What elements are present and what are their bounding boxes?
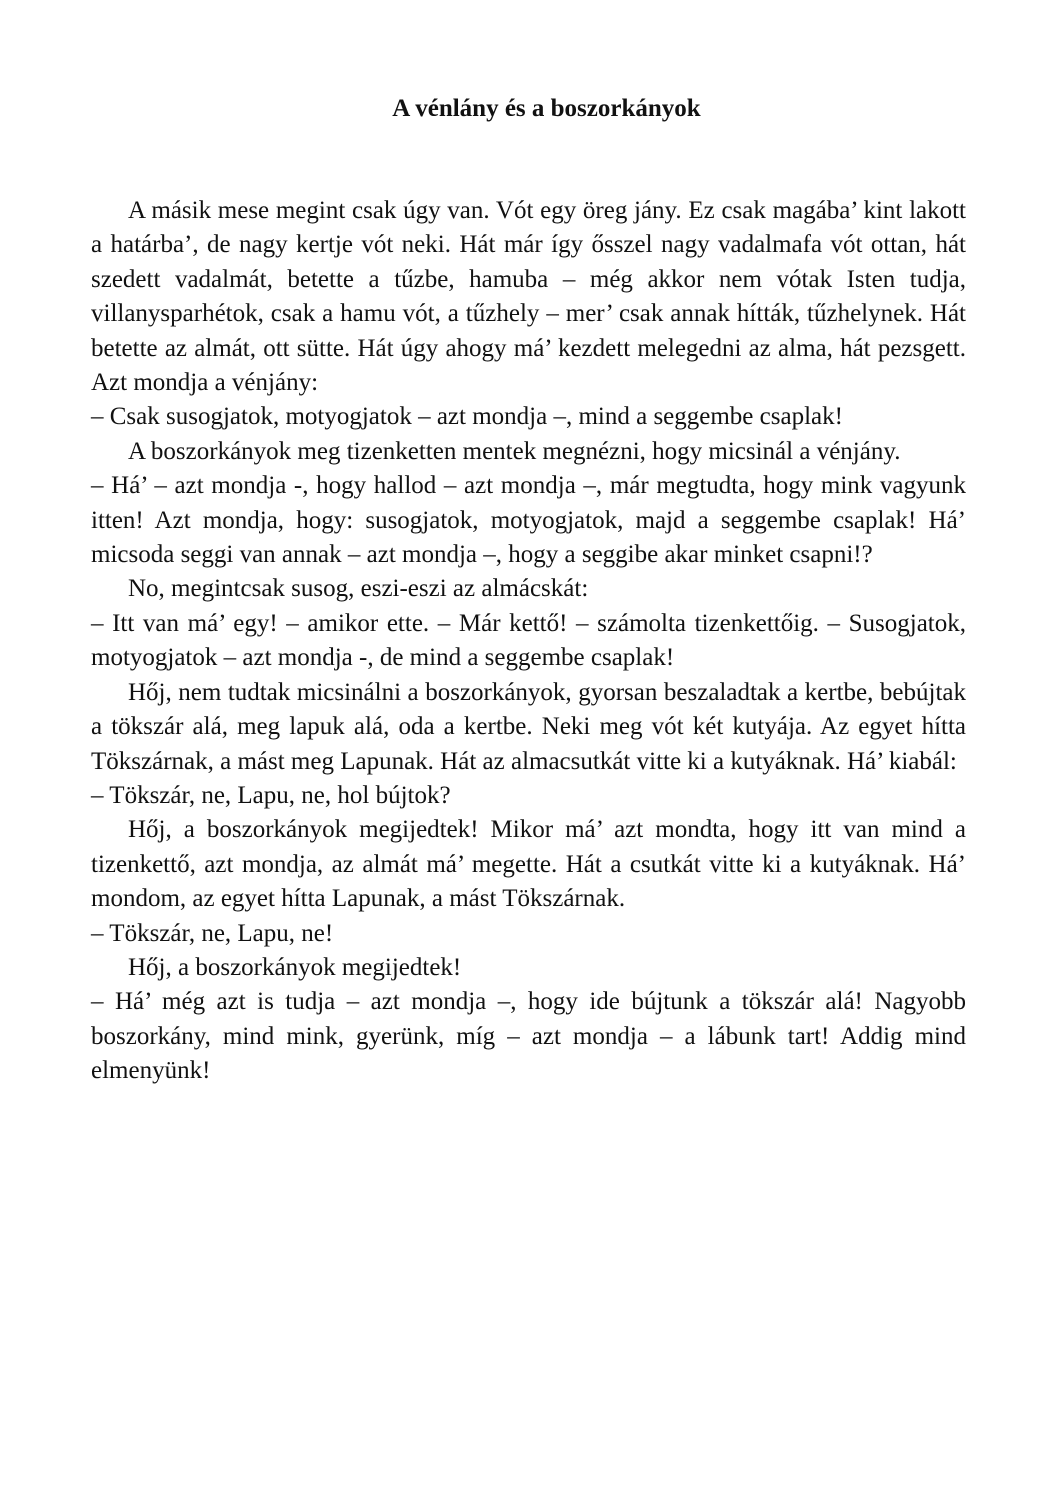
dialogue-line: – Csak susogjatok, motyogjatok – azt mondja –, mind a seggembe csaplak! [91, 403, 843, 431]
paragraph: A boszorkányok meg tizenketten mentek megnézni, hogy micsinál a vénjány. [128, 437, 901, 465]
dialogue-line: – Tökszár, ne, Lapu, ne, hol bújtok? [91, 781, 451, 809]
paragraph: Hőj, a boszorkányok megijedtek! Mikor má’ azt mondta, hogy itt van mind a tizenkettő, azt mondja, az almát má’ megette. Hát a csutkát vitte ki a kutyáknak. Há’ mondom, az egyet hítta Lapunak, a mást Tökszárnak. [91, 816, 966, 913]
paragraph: Hőj, a boszorkányok megijedtek! [128, 953, 462, 981]
story-body [91, 194, 966, 1089]
dialogue-line: – Itt van má’ egy! – amikor ette. – Már kettő! – számolta tizenkettőig. – Susogjatok, motyogjatok – azt mondja -, de mind a seggembe csaplak! [91, 609, 966, 672]
page-title: A vénlány és a boszorkányok [392, 95, 701, 122]
dialogue-line: – Há’ – azt mondja -, hogy hallod – azt mondja –, már megtudta, hogy mink vagyunk itten! Azt mondja, hogy: susogjatok, motyogjatok, majd a seggembe csaplak! Há’ micsoda seggi van annak – azt mondja –, hogy a seggibe akar minket csapni!? [91, 472, 966, 569]
dialogue-line: – Há’ még azt is tudja – azt mondja –, hogy ide bújtunk a tökszár alá! Nagyobb boszorkány, mind mink, gyerünk, míg – azt mondja – a lábunk tart! Addig mind elmenyünk! [91, 988, 966, 1085]
dialogue-line: – Tökszár, ne, Lapu, ne! [91, 919, 334, 947]
paragraph: No, megintcsak susog, eszi-eszi az almácskát: [128, 575, 589, 603]
paragraph: Hőj, nem tudtak micsinálni a boszorkányok, gyorsan beszaladtak a kertbe, bebújtak a tökszár alá, meg lapuk alá, oda a kertbe. Neki meg vót két kutyája. Az egyet hítta Tökszárnak, a mást meg Lapunak. Hát az almacsutkát vitte ki a kutyáknak. Há’ kiabál: [91, 678, 966, 775]
paragraph: A másik mese megint csak úgy van. Vót egy öreg jány. Ez csak magába’ kint lakott a határba’, de nagy kertje vót neki. Hát már így ősszel nagy vadalmafa vót ottan, hát szedett vadalmát, betette a tűzbe, hamuba – még akkor nem vótak Isten tudja, villanysparhétok, csak a hamu vót, a tűzhely – mer’ csak annak hítták, tűzhelynek. Hát betette az almát, ott sütte. Hát úgy ahogy má’ kezdett melegedni az alma, hát pezsgett. Azt mondja a vénjány: [91, 197, 966, 397]
